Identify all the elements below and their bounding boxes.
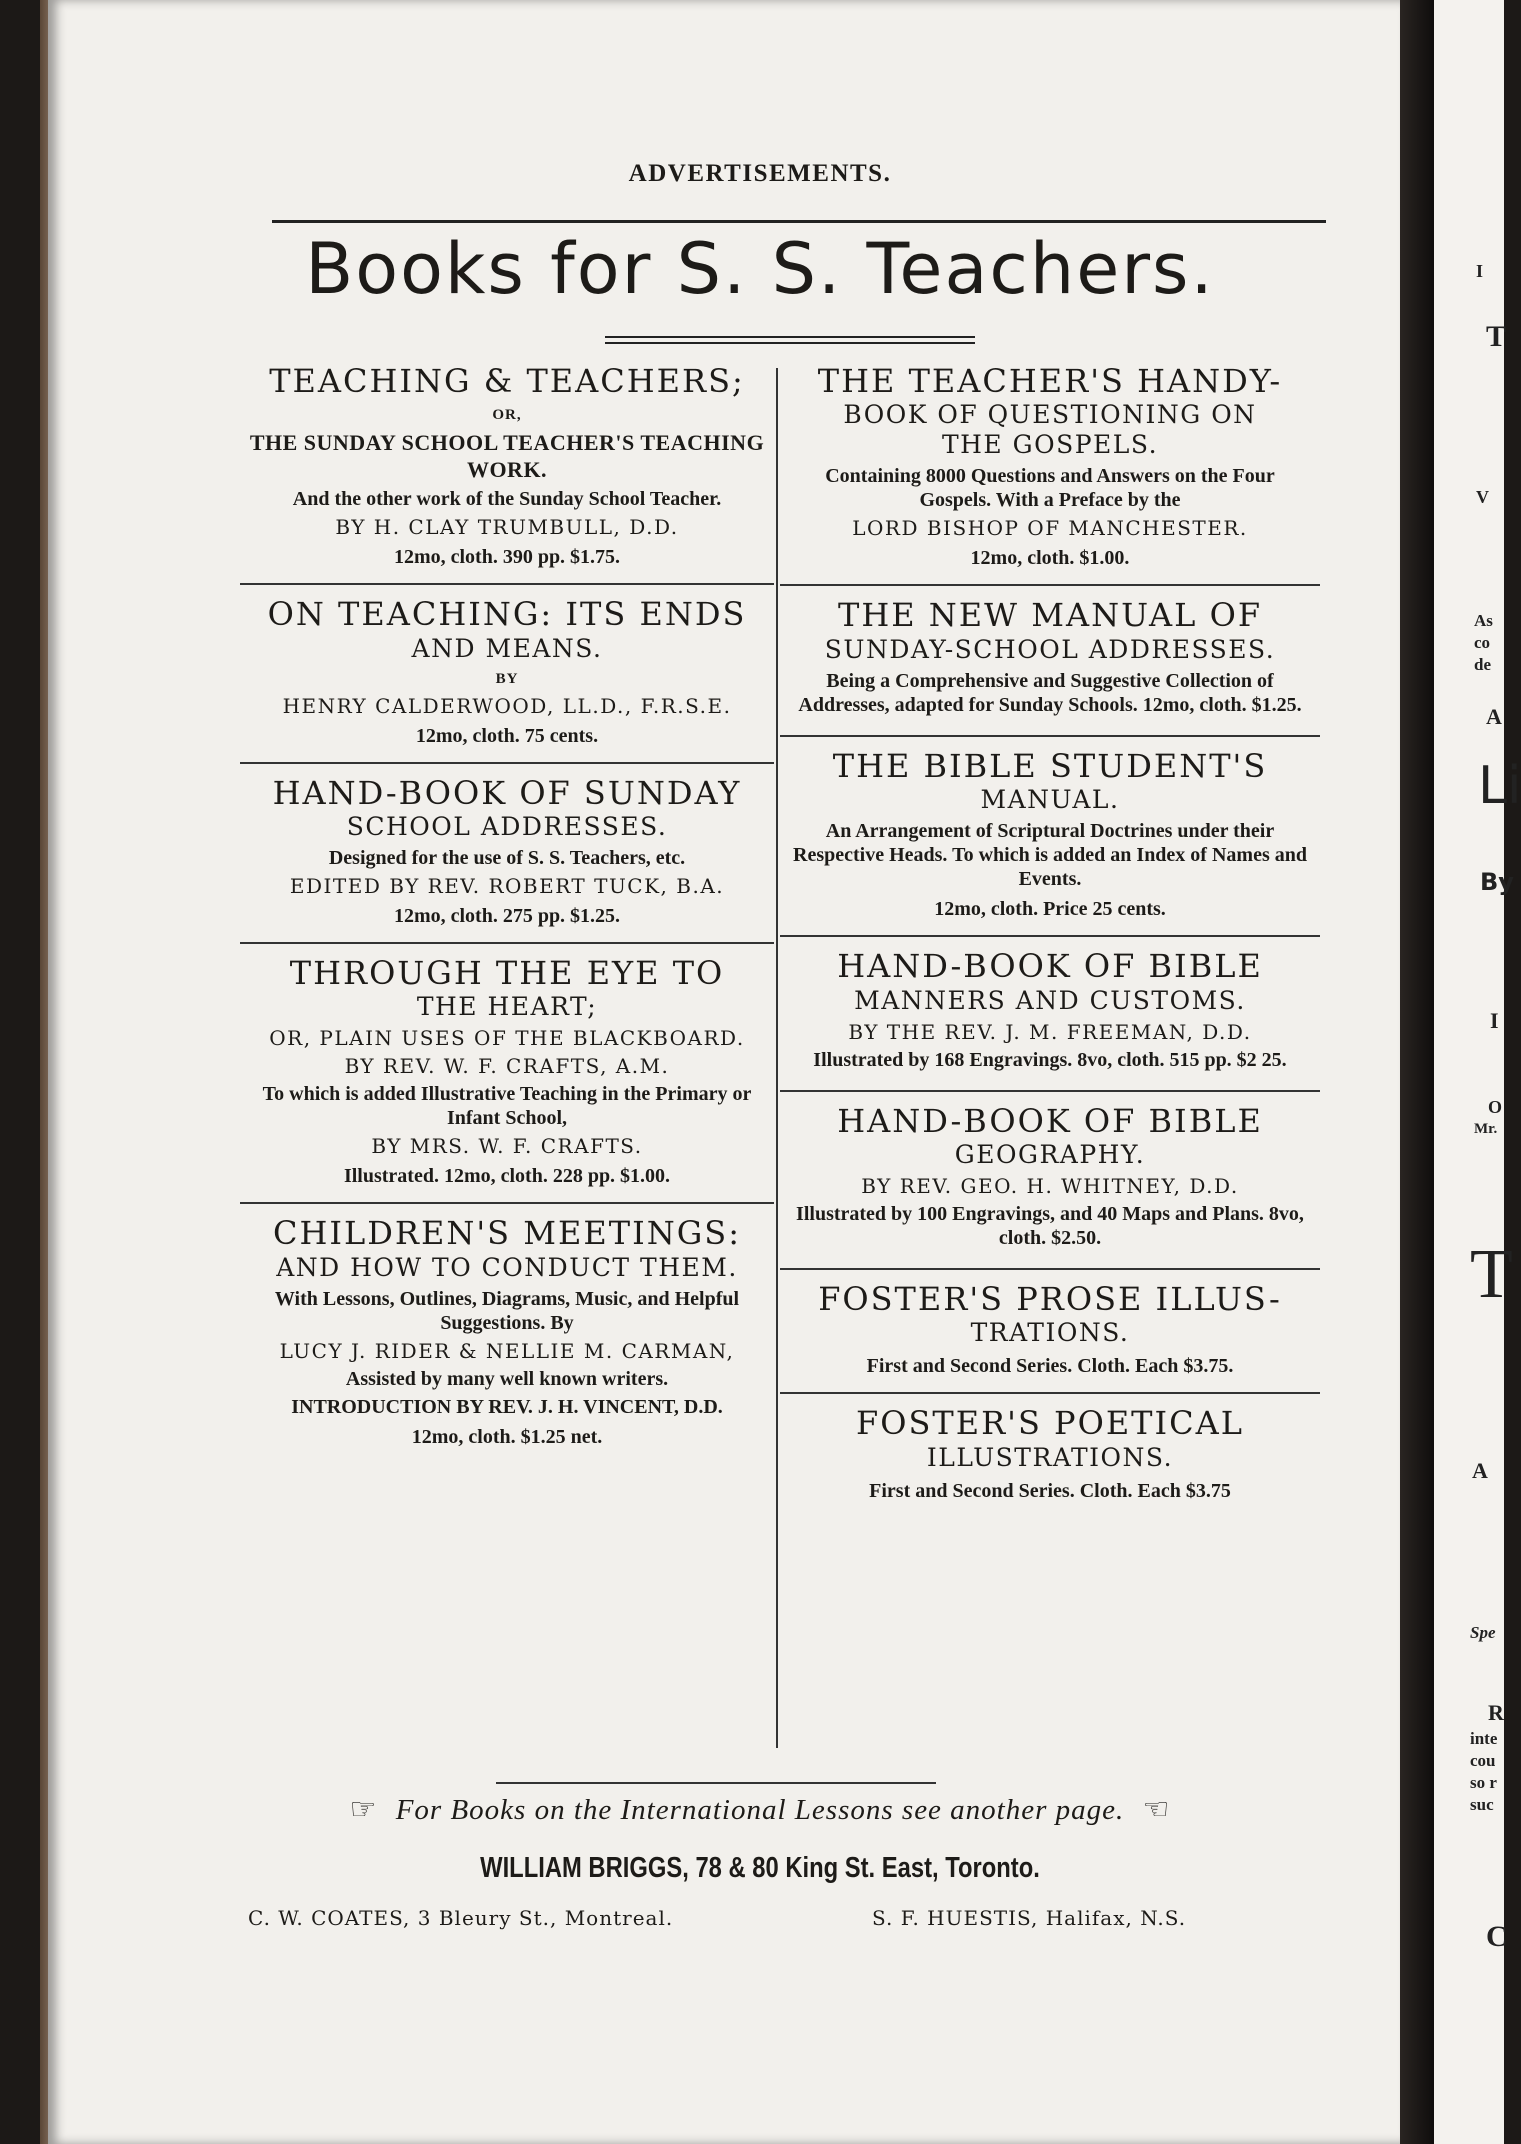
book-title: CHILDREN'S MEETINGS: [272,1214,741,1253]
note-text: For Books on the International Lessons see another page. [395,1794,1125,1826]
book-title-line2: AND MEANS. [411,633,603,663]
fragment-text: de [1474,655,1491,674]
book-price: 12mo, cloth. Price 25 cents. [934,898,1166,921]
book-description: With Lessons, Outlines, Diagrams, Music, and Helpful Suggestions. By [274,1287,740,1334]
book-price: First and Second Series. Cloth. Each $3.75 [869,1479,1231,1502]
book-title-line2: MANUAL. [980,785,1120,815]
book-title-line2: BOOK OF QUESTIONING ON [843,400,1257,430]
fragment-text: A [1486,704,1502,729]
book-description-secondary: Assisted by many well known writers. [345,1367,669,1390]
book-title-line2: THE HEART; [416,992,598,1022]
branch-montreal: C. W. COATES, 3 Bleury St., Montreal. [248,1906,674,1930]
book-subtitle: THE SUNDAY SCHOOL TEACHER'S TEACHING WORK. [249,430,765,482]
title-double-rule [605,336,975,344]
international-lessons-note [200,1792,1320,1827]
book-title: HAND-BOOK OF SUNDAY [272,773,742,812]
book-author: BY REV. W. F. CRAFTS, A.M. [344,1054,670,1079]
pointing-hand-right-icon: ☞ [349,1793,378,1826]
fragment-text: Li [1478,756,1521,816]
fragment-text: co [1474,633,1491,652]
book-title-line2: GEOGRAPHY. [954,1139,1146,1169]
book-subtitle: OR, PLAIN USES OF THE BLACKBOARD. [269,1026,745,1051]
book-listing [780,1280,1320,1394]
book-listing [240,362,774,585]
book-listing [240,1214,774,1462]
fragment-text: T [1470,1236,1513,1313]
book-price: 12mo, cloth. 390 pp. $1.75. [393,546,621,569]
page-title: Books for S. S. Teachers. [305,228,1215,310]
publisher-line: WILLIAM BRIGGS, 78 & 80 King St. East, Toronto. [480,1852,1040,1884]
book-or: OR, [492,407,522,424]
fragment-text: Mr. [1474,1121,1498,1137]
book-description: Illustrated by 168 Engravings. 8vo, cloth. 515 pp. $2 25. [813,1048,1287,1071]
book-author: LUCY J. RIDER & NELLIE M. CARMAN, [279,1338,735,1363]
book-description: Being a Comprehensive and Suggestive Collection of Addresses, adapted for Sunday Schools. 12mo, cloth. $1.25. [798,669,1302,716]
book-author: BY THE REV. J. M. FREEMAN, D.D. [848,1019,1252,1044]
book-title: FOSTER'S POETICAL [856,1404,1244,1443]
book-title: HAND-BOOK OF BIBLE [837,947,1263,986]
book-listing [780,362,1320,586]
fragment-text: cou [1470,1751,1496,1770]
book-title-line2: MANNERS AND CUSTOMS. [854,985,1246,1015]
pointing-hand-left-icon: ☜ [1142,1793,1171,1826]
book-author: HENRY CALDERWOOD, LL.D., F.R.S.E. [282,693,732,718]
book-author: LORD BISHOP OF MANCHESTER. [852,516,1248,541]
book-author: EDITED BY REV. ROBERT TUCK, B.A. [289,873,725,898]
book-by: BY [495,670,519,687]
book-title-line2: AND HOW TO CONDUCT THEM. [276,1252,738,1282]
book-description: And the other work of the Sunday School Teacher. [292,488,722,511]
footer-rule [496,1782,936,1784]
book-title: TEACHING & TEACHERS; [269,362,745,400]
fragment-text: By [1480,868,1514,896]
left-column [240,358,774,1473]
book-listing [780,747,1320,937]
book-title: THROUGH THE EYE TO [289,953,725,992]
fragment-text: A [1472,1458,1488,1483]
fragment-text: V [1476,487,1489,507]
book-title-line2: SCHOOL ADDRESSES. [346,811,668,841]
book-title-line2: TRATIONS. [970,1318,1130,1348]
book-description: Illustrated by 100 Engravings, and 40 Maps and Plans. 8vo, cloth. $2.50. [796,1202,1304,1249]
book-price: 12mo, cloth. $1.25 net. [411,1425,603,1448]
book-description: To which is added Illustrative Teaching in the Primary or Infant School, [262,1083,752,1130]
book-listing [780,1404,1320,1516]
book-author: BY H. CLAY TRUMBULL, D.D. [335,515,679,540]
book-title: THE NEW MANUAL OF [837,596,1263,635]
book-title-line2: ILLUSTRATIONS. [926,1442,1174,1472]
book-listing [780,1102,1320,1270]
book-title: THE TEACHER'S HANDY- [817,362,1283,400]
book-price: 12mo, cloth. $1.00. [970,547,1130,570]
book-author: BY REV. GEO. H. WHITNEY, D.D. [861,1173,1239,1198]
fragment-text: As [1474,611,1493,630]
right-column [780,358,1320,1527]
book-listing [780,947,1320,1091]
page-gutter [1400,0,1434,2144]
book-description: An Arrangement of Scriptural Doctrines under their Respective Heads. To which is added an Index of Names and Events. [793,820,1307,891]
fragment-text: Spe [1470,1623,1496,1642]
fragment-text: I [1490,1008,1499,1033]
running-head: ADVERTISEMENTS. [628,160,892,187]
book-title-line3: THE GOSPELS. [941,430,1159,460]
book-author-secondary: BY MRS. W. F. CRAFTS. [371,1134,643,1159]
fragment-text: O [1488,1097,1503,1117]
book-price: Illustrated. 12mo, cloth. 228 pp. $1.00. [343,1165,671,1188]
book-description: Containing 8000 Questions and Answers on the Four Gospels. With a Preface by the [825,465,1275,512]
fragment-text: suc [1470,1795,1494,1814]
header-rule [272,220,1326,223]
book-introduction: INTRODUCTION BY REV. J. H. VINCENT, D.D. [291,1395,723,1418]
fragment-text: C [1486,1920,1508,1953]
book-title: THE BIBLE STUDENT'S [832,746,1268,785]
adjacent-page-fragment [1434,0,1521,2144]
book-title: FOSTER'S PROSE ILLUS- [818,1279,1282,1318]
book-listing [240,595,774,763]
fragment-text: I [1476,261,1484,281]
book-title-line2: SUNDAY-SCHOOL ADDRESSES. [824,634,1276,664]
column-divider [776,368,778,1748]
book-listing [780,596,1320,736]
branch-halifax: S. F. HUESTIS, Halifax, N.S. [872,1906,1187,1930]
book-price: 12mo, cloth. 275 pp. $1.25. [393,904,621,927]
book-listing [240,954,774,1204]
fragment-text: so r [1470,1773,1497,1792]
book-price: 12mo, cloth. 75 cents. [415,724,599,747]
book-title: ON TEACHING: ITS ENDS [267,595,747,634]
book-listing [240,774,774,944]
book-price: First and Second Series. Cloth. Each $3.75. [866,1355,1234,1378]
fragment-text: inte [1470,1729,1498,1748]
book-description: Designed for the use of S. S. Teachers, etc. [328,846,686,869]
book-title: HAND-BOOK OF BIBLE [837,1101,1263,1140]
fragment-text: R [1488,1700,1504,1725]
fragment-text: T [1486,320,1507,353]
